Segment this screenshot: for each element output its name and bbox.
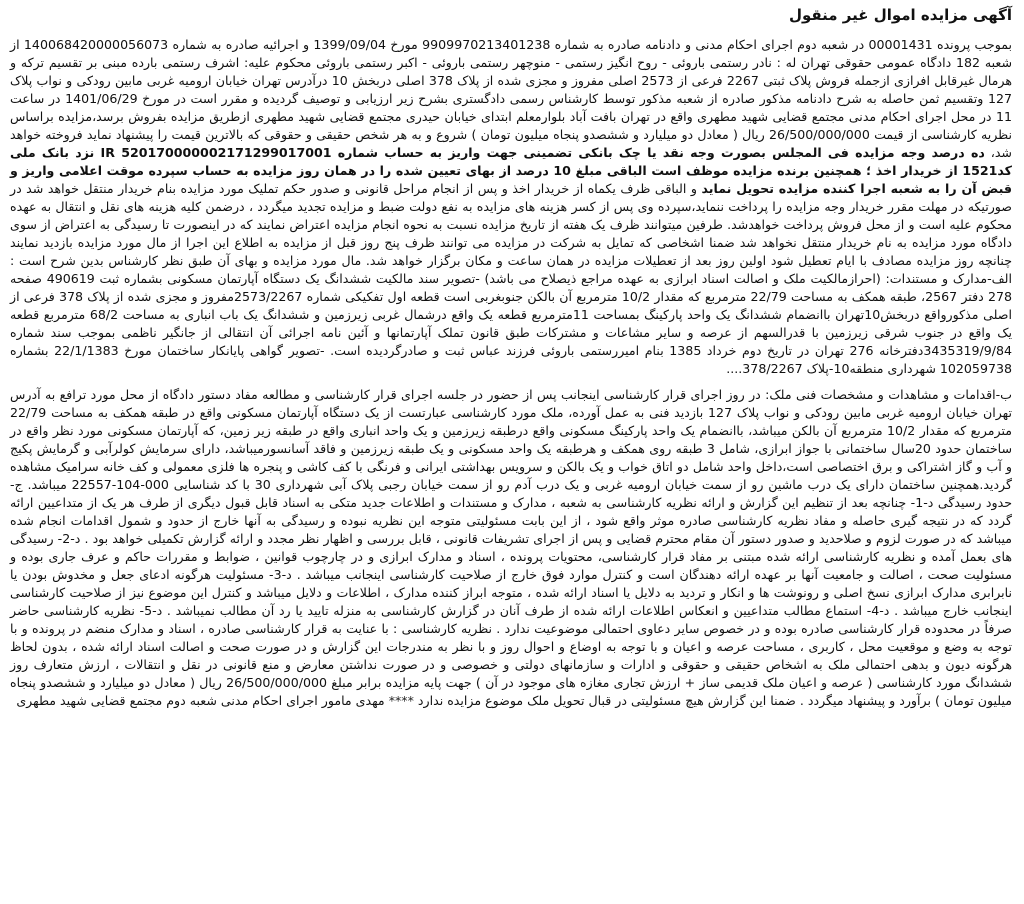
section-divider bbox=[10, 378, 1012, 386]
expert-report-text: ب-اقدامات و مشاهدات و مشخصات فنی ملک: در روز اجرای قرار کارشناسی اینجانب پس از حضور در جلسه اجرای قرار کارشناسی و مطالعه مفاد دستور دادگاه از محل مورد ترافع به آدرس تهران خیابان ارومیه غربی مابین رودکی و نواب پلاک 127 بازدید فنی به عمل آورده، ملک مورد کارشناسی عبارتست از یک دستگاه آپارتمان مسکونی واقع در طبقه همکف به مساحت 22/79 مترمربع که مقدار 10/2 مترمربع آن بالکن میباشد، باانضمام یک واحد پارکینگ مسکونی واقع درطبقه زیرزمین و یک واحد انباری واقع در طبقه زیر زمین، که آپارتمان مسکونی مورد نظر واقع در ساختمان حدود 20سال ساختمانی با جواز ابرازی، شامل 3 طبقه روی همکف و هرطبقه یک واحد مسکونی و یک طبقه زیرزمین و فاقد آسانسورمیباشد، دارای سرمایش کولرآبی و گرمایش پکیج و آب و گاز اشتراکی و برق اختصاصی است،داخل واحد شامل دو اتاق خواب و یک بالکن و سرویس بهداشتی ایرانی و فرنگی با کف کاشی و پنجره ها فلزی معمولی و کف خانه سرامیک مشاهده گردید.همچنین ساختمان دارای یک درب ماشین رو از سمت خیابان ارومیه غربی و یک درب آدم رو از سمت خیابان رجبی پلاک آبی شهرداری 30 با کد شناسایی 000-104-22557 میباشد. ج- حدود رسیدگی د-1- چنانچه بعد از تنظیم این گزارش و ارائه نظریه کارشناسی به شعبه ، مدارک و مستندات و اطلاعات جدید متکی به اسناد قابل قبول دیگری از طرف هر یک از متداعیین ارائه گردد که در نتیجه گیری حاصله و مفاد نظریه کارشناسی صادره موثر واقع شود ، از این بابت مسئولیتی متوجه این نظریه نبوده و رسیدگی به آنها خارج از حدود و شمول اقدامات انجام شده میباشد که در صورت لزوم و صلاحدید و صدور دستور آن مقام محترم قضایی و پس از اجرای تشریفات قانونی ، قابل بررسی و اظهار نظر مجدد و ارائه گزارش تکمیلی خواهد بود . د-2- رسیدگی های بعمل آمده و نظریه کارشناسی ارائه شده مبتنی بر مفاد قرار کارشناسی، محتویات پرونده ، اسناد و مدارک ابرازی و در چارچوب قوانین ، ضوابط و مقررات حاکم و عرف جاری بوده و مسئولیت صحت ، اصالت و جامعیت آنها بر عهده ارائه دهندگان است و کنترل موارد فوق خارج از صلاحیت کارشناسی اینجانب میباشد . د-3- مسئولیت هرگونه ادعای جعل و مخدوش بودن یا نابرابری مدارک ابرازی نسخ اصلی و رونوشت ها و انکار و تردید به دلایل یا اسناد ارائه شده ، متوجه ابراز کننده مدارک ، اطلاعات و دلایل میباشد و کنترل این موضوع نیز از صلاحیت کارشناسی اینجانب خارج میباشد . د-4- استماع مطالب متداعیین و انعکاس اطلاعات ارائه شده از طرف آنان در گزارش کارشناسی به منزله تایید یا رد آن مطالب نمیباشد . د-5- نظریه کارشناسی حاضر صرفاً در محدوده قرار کارشناسی صادره بوده و در خصوص سایر دعاوی احتمالی موضوعیت ندارد . نظریه کارشناسی : با عنایت به قرار کارشناسی صادره ، اسناد و مدارک منضم در پرونده و با توجه به وضع و موقعیت محل ، کاربری ، مساحت عرصه و اعیان و با توجه به اوضاع و احوال روز و با نظر به مندرجات این گزارش و در صورت صحت و اصالت اسناد ارائه شده ، بدون لحاظ هرگونه دیون و بدهی احتمالی ملک به اشخاص حقیقی و حقوقی و ادارات و سازمانهای دولتی و خصوصی و در صورت نداشتن معارض و منع قانونی در نقل و انتقالات ، ارزش متعارف روز ششدانگ مورد کارشناسی ( عرصه و اعیان ملک قدیمی ساز + ارزش تجاری مغازه های موجود در آن ) جهت پایه مزایده برابر مبلغ 26/500/000/000 ریال ( معادل دو میلیارد و ششصدو پنجاه میلیون تومان ) برآورد و پیشنهاد میگردد . ضمنا این گزارش هیچ مسئولیتی در قبال تحویل ملک موضوع مزایده ندارد bbox=[10, 387, 1013, 708]
section-expert-report bbox=[10, 386, 1012, 710]
signature-stars: **** bbox=[388, 693, 414, 708]
section-auction-terms bbox=[10, 36, 1012, 378]
auction-terms-continued: و الباقی ظرف یکماه از خریدار اخذ و پس از انجام مراحل قانونی و صدور حکم تملیک مورد مزایده بنام خریدار منتقل خواهد شد در صورتیکه در مهلت مقرر خریدار وجه مزایده را پرداخت ننماید،سپرده وی پس از کسر هزینه های مزایده به نفع دولت ضبط و مزایده تجدید میگردد ، درضمن کلیه هزینه های نقل و انتقال به عهده محکوم علیه است و از محل فروش پرداخت خواهدشد. طرفین میتوانند ظرف یک هفته از تاریخ مزایده نسبت به نحوه انجام مزایده اعتراض نمایند که در اینصورت تا رسیدگی به اعتراض از سوی دادگاه مورد مزایده به نام خریدار منتقل نخواهد شد ضمنا اشخاصی که تمایل به شرکت در مزایده می توانند ظرف پنج روز قبل از مزایده به اطلاع این اجرا از مال مورد مزایده بازدید نمایند چنانچه روز مزایده مصادف با ایام تعطیل شود اولین روز بعد از تعطیلات مزایده در همان ساعت و مکان برگزار خواهد شد. مال مورد مزایده و بهای آن طبق نظر کارشناس بدین شرح است : الف-مدارک و مستندات: (احرازمالکیت ملک و اصالت اسناد ابرازی به عهده مراجع ذیصلاح می باشد) -تصویر سند مالکیت ششدانگ یک دستگاه آپارتمان مسکونی بشماره ثبت 490619 صفحه 278 دفتر 2567، طبقه همکف به مساحت 22/79 مترمربع که مقدار 10/2 مترمربع آن بالکن جنوبغربی است قطعه اول تفکیکی شماره 2573/2267مفروز و مجزی شده از پلاک 378 فرعی از اصلی مذکورواقع دربخش10تهران باانضمام ششدانگ یک واحد پارکینگ بمساحت 11مترمربع قطعه یک واقع درشمال غربی زیرزمین و ششدانگ یک باب انباری به مساحت 68/2 مترمربع قطعه یک واقع در جنوب شرقی زیرزمین با قدرالسهم از عرصه و سایر مشاعات و مشترکات طبق قانون تملک آپارتمانها و آئین نامه اجرائی آن انتقالی از جانگیر ناظمی بموجب سند شماره 3435319/9/84دفترخانه 276 تهران در تاریخ دوم خرداد 1385 بنام امیررستمی باروئی فرزند عباس ثبت و صادرگردیده است. -تصویر گواهی پایانکار ساختمان مورخ 22/1/1383 بشماره 102059738 شهرداری منطقه10-پلاک 378/2267.... bbox=[10, 181, 1013, 376]
deposit-terms-bold: ده درصد وجه مزایده فی المجلس بصورت وجه نقد یا چک بانکی تضمینی جهت واریز به حساب شماره 520170000002171299017001 IR نزد بانک ملی کد1521 از خریدار اخذ ؛ همچنین برنده مزایده موظف است الباقی مبلغ 10 درصد از بهای تعیین شده را در همان روز مزایده به حساب سپرده موقت اعلامی واریز و قبض آن را به شعبه اجرا کننده مزایده تحویل نماید bbox=[10, 145, 1012, 196]
auction-terms-text: بموجب پرونده 00001431 در شعبه دوم اجرای احکام مدنی و دادنامه صادره به شماره 9909970213401238 مورخ 1399/09/04 و اجرائیه صادره به شماره 140068420000056073 از شعبه 182 دادگاه عمومی حقوقی تهران له : نادر رستمی باروئی - روح انگیز رستمی - منوچهر رستمی باروئی - اکبر رستمی باروئی محکوم علیه: اشرف رستمی بارده مبنی بر تقسیم ترکه و هرمال غیرقابل افرازی ازجمله فروش پلاک ثبتی 2267 فرعی از 2573 اصلی مفروز و مجزی شده از پلاک 378 اصلی دربخش 10 درآدرس تهران خیابان ارومیه غربی مابین رودکی و نواب پلاک 127 وتقسیم ثمن حاصله به شرح دادنامه مذکور صادره از شعبه مذکور توسط کارشناس رسمی دادگستری بشرح زیر ارزیابی و توصیف گردیده و مقرر است در مورخ 1401/06/29 در ساعت 11 در محل اجرای احکام مدنی مجتمع قضایی شهید مطهری واقع در تهران بافت آباد بلوارمعلم ابتدای خیابان حیدری مجتمع قضایی شهید مطهری ازطریق مزایده بفروش برسد،مزایده براساس نظریه کارشناسی از قیمت 26/500/000/000 ریال ( معادل دو میلیارد و ششصدو پنجاه میلیون تومان ) شروع و به هر شخص حقیقی و حقوقی که بالاترین قیمت را پیشنهاد نماید فروخته خواهد شد، bbox=[10, 37, 1013, 160]
notice-title: آگهی مزایده اموال غیر منقول bbox=[788, 6, 1012, 24]
signature-line: مهدی مامور اجرای احکام مدنی شعبه دوم مجتمع قضایی شهید مطهری bbox=[16, 693, 385, 708]
